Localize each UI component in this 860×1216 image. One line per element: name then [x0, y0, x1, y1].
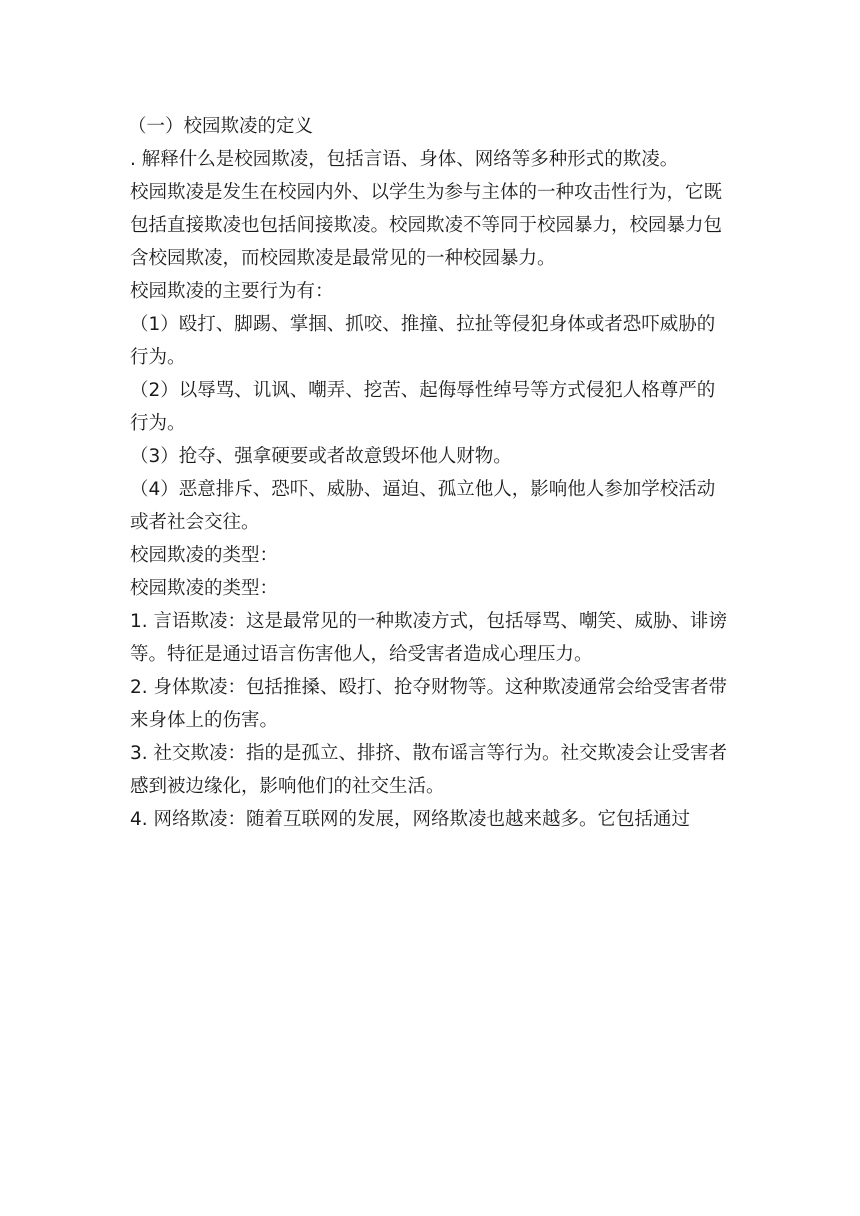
- list-item-behavior-3: （3）抢夺、强拿硬要或者故意毁坏他人财物。: [130, 446, 512, 467]
- list-item-type-social: 3. 社交欺凌：指的是孤立、排挤、散布谣言等行为。社交欺凌会让受害者感到被边缘化，影响他们的社交生活。: [130, 743, 728, 797]
- list-item-behavior-2: （2）以辱骂、讥讽、嘲弄、挖苦、起侮辱性绰号等方式侵犯人格尊严的行为。: [130, 380, 716, 434]
- list-item-type-physical: 2. 身体欺凌：包括推搡、殴打、抢夺财物等。这种欺凌通常会给受害者带来身体上的伤害。: [130, 677, 728, 731]
- paragraph-intro-note: . 解释什么是校园欺凌，包括言语、身体、网络等多种形式的欺凌。: [130, 149, 679, 170]
- list-item-behavior-1: （1）殴打、脚踢、掌掴、抓咬、推撞、拉扯等侵犯身体或者恐吓威胁的行为。: [130, 314, 716, 368]
- list-item-type-cyber: 4. 网络欺凌：随着互联网的发展，网络欺凌也越来越多。它包括通过: [130, 809, 691, 830]
- section-heading: （一）校园欺凌的定义: [128, 116, 314, 137]
- list-item-behavior-4: （4）恶意排斥、恐吓、威胁、逼迫、孤立他人，影响他人参加学校活动或者社会交往。: [130, 479, 716, 533]
- paragraph-behaviors-heading: 校园欺凌的主要行为有：: [130, 281, 334, 302]
- paragraph-types-heading: 校园欺凌的类型：: [130, 545, 279, 566]
- list-item-type-verbal: 1. 言语欺凌：这是最常见的一种欺凌方式，包括辱骂、嘲笑、威胁、诽谤等。特征是通过语言伤害他人，给受害者造成心理压力。: [130, 611, 728, 665]
- document-body: [130, 110, 732, 836]
- paragraph-definition: 校园欺凌是发生在校园内外、以学生为参与主体的一种攻击性行为，它既包括直接欺凌也包括间接欺凌。校园欺凌不等同于校园暴力，校园暴力包含校园欺凌，而校园欺凌是最常见的一种校园暴力。: [130, 182, 723, 269]
- paragraph-types-heading-repeat: 校园欺凌的类型：: [130, 578, 279, 599]
